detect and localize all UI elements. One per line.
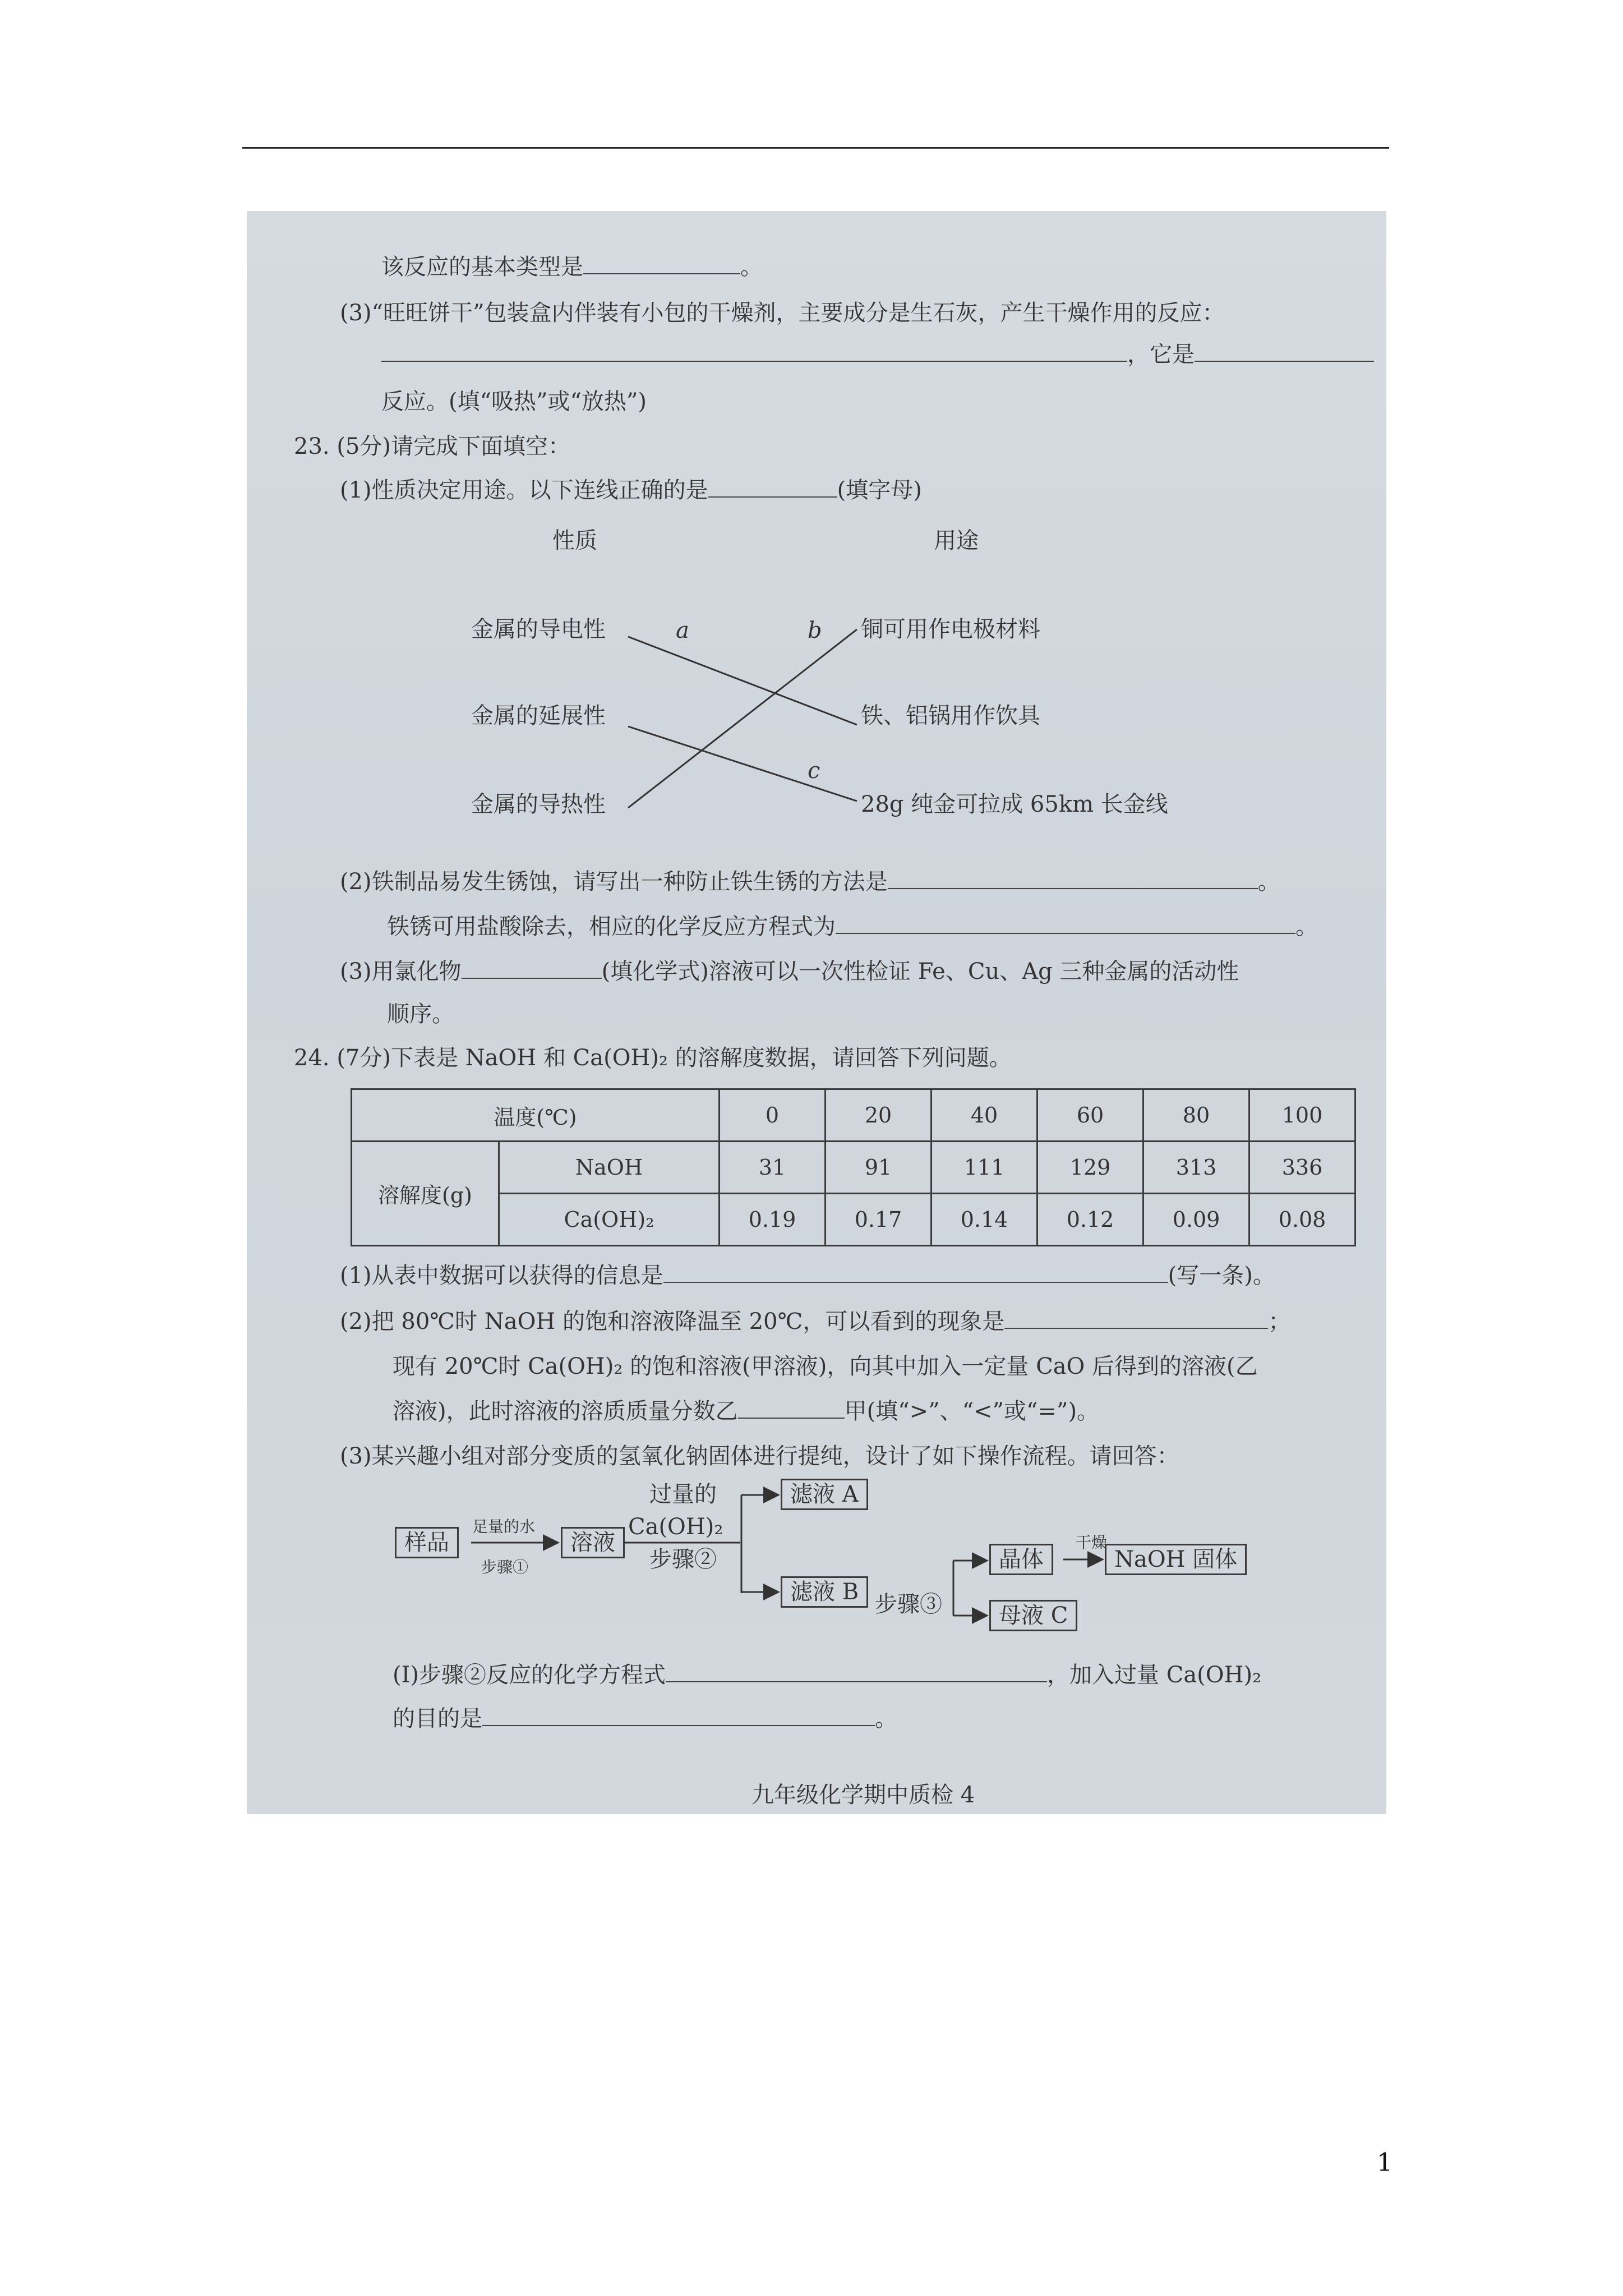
q23-title: 23. (5分)请完成下面填空： [294, 434, 570, 459]
use-gold-wire: 28g 纯金可拉成 65km 长金线 [861, 792, 1168, 817]
table-cell: 0.14 [932, 1194, 1038, 1246]
table-cell: 336 [1249, 1142, 1355, 1194]
table-cell: 0.17 [826, 1194, 932, 1246]
q22-line2: (3)“旺旺饼干”包装盒内伴装有小包的干燥剂，主要成分是生石灰，产生干燥作用的反应： [340, 300, 1225, 326]
q24-p2c-end: 甲(填“>”、“<”或“=”)。 [844, 1398, 1100, 1424]
q22-line3-mid: ，它是 [1127, 342, 1195, 367]
q23-p3c: 顺序。 [387, 1001, 454, 1027]
table-cell: 0.19 [720, 1194, 826, 1246]
q24-p4b-end: 。 [875, 1706, 897, 1732]
q24-p4a-end: ，加入过量 Ca(OH)₂ [1047, 1662, 1262, 1688]
line-label-a: a [676, 618, 689, 643]
q23-p2b-end: 。 [1295, 914, 1318, 940]
row-name-caoh2: Ca(OH)₂ [499, 1194, 720, 1246]
table-cell: 80 [1144, 1089, 1249, 1142]
q23-p2a-text: (2)铁制品易发生锈蚀，请写出一种防止铁生锈的方法是 [340, 869, 888, 895]
q23-p1-end: (填字母) [837, 477, 922, 503]
table-cell: 91 [826, 1142, 932, 1194]
flow-crystal: 晶体 [989, 1544, 1053, 1575]
flow-sample: 样品 [395, 1527, 459, 1558]
property-ductility: 金属的延展性 [471, 703, 606, 729]
q23-p2b-text: 铁锈可用盐酸除去，相应的化学反应方程式为 [387, 914, 836, 940]
flow-step2-label: 步骤② [649, 1547, 717, 1572]
flow-solution: 溶液 [561, 1527, 625, 1558]
flow-excess-label: 过量的 [649, 1481, 717, 1507]
table-cell: 111 [932, 1142, 1038, 1194]
q24-p2c-text: 溶液)，此时溶液的溶质质量分数乙 [393, 1398, 738, 1424]
table-cell: 40 [932, 1089, 1038, 1142]
table-cell: 31 [720, 1142, 826, 1194]
flow-step3-label: 步骤③ [875, 1591, 942, 1617]
table-cell: 60 [1038, 1089, 1144, 1142]
q24-p2b: 现有 20℃时 Ca(OH)₂ 的饱和溶液(甲溶液)，向其中加入一定量 CaO 后得到的溶液(乙 [393, 1354, 1258, 1379]
line-label-c: c [808, 758, 820, 784]
temp-header: 温度(℃) [352, 1089, 720, 1142]
col-left-header: 性质 [552, 528, 597, 554]
q24-p1-end: (写一条)。 [1168, 1263, 1275, 1289]
q24-p3: (3)某兴趣小组对部分变质的氢氧化钠固体进行提纯，设计了如下操作流程。请回答： [340, 1443, 1179, 1469]
use-electrode: 铜可用作电极材料 [861, 616, 1040, 642]
table-cell: 129 [1038, 1142, 1144, 1194]
property-thermal: 金属的导热性 [471, 792, 606, 817]
property-conductivity: 金属的导电性 [471, 616, 606, 642]
table-cell: 20 [826, 1089, 932, 1142]
flow-reagent-label: Ca(OH)₂ [628, 1514, 723, 1540]
page-number: 1 [1377, 2148, 1393, 2177]
table-cell: 0.09 [1144, 1194, 1249, 1246]
table-cell: 100 [1249, 1089, 1355, 1142]
solubility-header: 溶解度(g) [352, 1142, 499, 1246]
table-cell: 0 [720, 1089, 826, 1142]
q24-p4b [393, 1705, 897, 1732]
line-label-b: b [808, 618, 822, 643]
flow-water-label: 足量的水 [472, 1517, 536, 1536]
q23-p3a-text: (3)用氯化物 [340, 959, 462, 984]
row-name-naoh: NaOH [499, 1142, 720, 1194]
q23-p1-text: (1)性质决定用途。以下连线正确的是 [340, 477, 708, 503]
q24-p2a-end: ； [1268, 1309, 1291, 1335]
q24-p4b-text: 的目的是 [393, 1706, 482, 1732]
q24-title: 24. (7分)下表是 NaOH 和 Ca(OH)₂ 的溶解度数据，请回答下列问题。 [294, 1045, 1012, 1071]
flow-naoh-solid: NaOH 固体 [1105, 1544, 1247, 1575]
q23-p3b-text: (填化学式)溶液可以一次性检证 Fe、Cu、Ag 三种金属的活动性 [601, 959, 1239, 984]
q22-line4: 反应。(填“吸热”或“放热”) [381, 389, 647, 415]
q24-p2a-text: (2)把 80℃时 NaOH 的饱和溶液降温至 20℃，可以看到的现象是 [340, 1309, 1005, 1335]
flow-dry-label: 干燥 [1076, 1533, 1108, 1552]
q22-line1-end: 。 [740, 254, 763, 280]
q23-p2a-end: 。 [1257, 869, 1280, 895]
answer-blank[interactable] [666, 1662, 1047, 1682]
table-cell: 0.08 [1249, 1194, 1355, 1246]
q22-line1-text: 该反应的基本类型是 [381, 254, 583, 280]
table-cell: 0.12 [1038, 1194, 1144, 1246]
exam-footer: 九年级化学期中质检 4 [751, 1782, 975, 1808]
q24-p4a-text: (Ⅰ)步骤②反应的化学方程式 [393, 1662, 666, 1688]
flow-filtrate-b: 滤液 B [781, 1576, 868, 1608]
flow-mother-liquor: 母液 C [989, 1600, 1077, 1631]
q24-p4a [393, 1662, 1261, 1688]
q24-p1-text: (1)从表中数据可以获得的信息是 [340, 1263, 663, 1289]
flow-step1-label: 步骤① [481, 1558, 529, 1576]
answer-blank[interactable] [482, 1706, 875, 1726]
col-right-header: 用途 [934, 528, 979, 554]
use-cookware: 铁、铝锅用作饮具 [861, 703, 1040, 729]
flow-filtrate-a: 滤液 A [781, 1479, 868, 1510]
table-cell: 313 [1144, 1142, 1249, 1194]
